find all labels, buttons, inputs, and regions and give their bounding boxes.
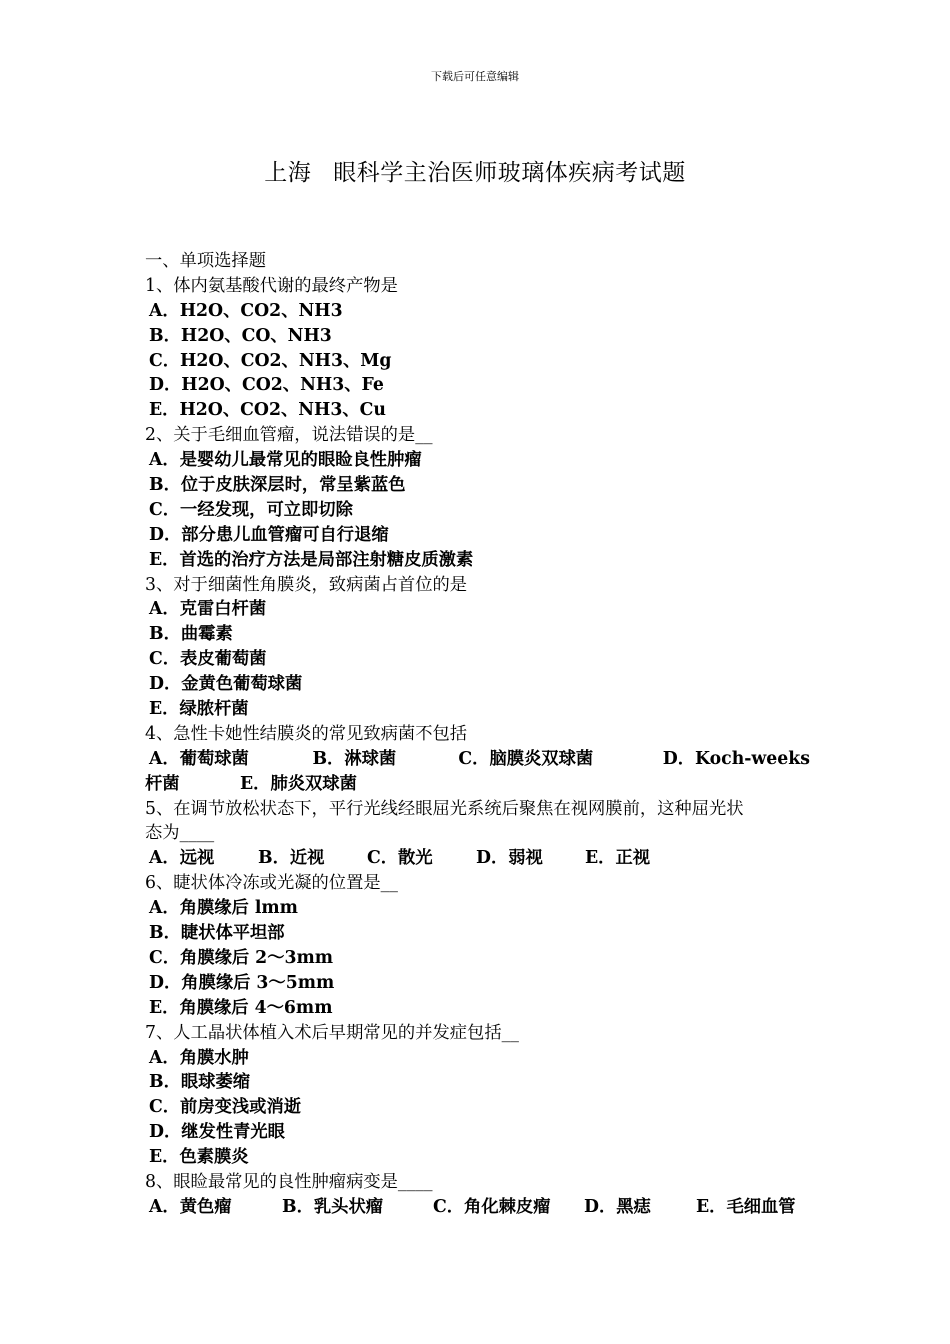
option-7a: A．角膜水肿 (149, 1047, 249, 1068)
option-7b: B．眼球萎缩 (149, 1072, 251, 1093)
document-title (0, 154, 950, 187)
option-4d-continued: 杆菌 (145, 773, 180, 794)
title-subject: 眼科学主治医师玻璃体疾病考试题 (333, 160, 686, 186)
option-5d: D．弱视 (476, 848, 543, 869)
option-3e: E．绿脓杆菌 (149, 699, 249, 720)
option-8b: B．乳头状瘤 (282, 1196, 384, 1217)
option-4e: E．肺炎双球菌 (240, 773, 357, 794)
question-4: 4、急性卡她性结膜炎的常见致病菌不包括 (145, 723, 468, 744)
option-4d: D．Koch-weeks (662, 748, 810, 769)
question-2: 2、关于毛细血管瘤，说法错误的是__ (145, 425, 433, 446)
question-6: 6、睫状体冷冻或光凝的位置是__ (145, 873, 398, 894)
options-row-4 (145, 747, 810, 772)
option-3c: C．表皮葡萄菌 (149, 649, 267, 670)
question-1: 1、体内氨基酸代谢的最终产物是 (145, 275, 398, 296)
option-6c: C．角膜缘后 2～3mm (149, 947, 334, 968)
option-2d: D．部分患儿血管瘤可自行退缩 (149, 524, 389, 545)
options-row-5 (145, 846, 810, 871)
section-heading: 一、单项选择题 (145, 251, 266, 271)
option-1e: E．H2O、CO2、NH3、Cu (149, 400, 387, 421)
option-5b: B．近视 (258, 848, 325, 869)
question-list (145, 249, 810, 1220)
options-row-4-continued (145, 772, 810, 797)
option-6e: E．角膜缘后 4～6mm (149, 997, 333, 1018)
option-6a: A．角膜缘后 lmm (149, 898, 298, 919)
title-city: 上海 (264, 160, 312, 186)
options-row-8 (145, 1195, 810, 1220)
option-5e: E．正视 (585, 848, 651, 869)
option-7c: C．前房变浅或消逝 (149, 1097, 302, 1118)
option-6b: B．睫状体平坦部 (149, 923, 285, 944)
question-8: 8、眼睑最常见的良性肿瘤病变是____ (145, 1171, 433, 1192)
option-3d: D．金黄色葡萄球菌 (149, 674, 303, 695)
option-8c: C．角化棘皮瘤 (433, 1196, 551, 1217)
option-2e: E．首选的治疗方法是局部注射糖皮质激素 (149, 549, 474, 570)
page-header: 下载后可任意编辑 (431, 70, 519, 83)
option-8a: A．黄色瘤 (149, 1196, 232, 1217)
option-5c: C．散光 (367, 848, 433, 869)
option-5a: A．远视 (149, 848, 215, 869)
option-3b: B．曲霉素 (149, 624, 233, 645)
option-1a: A．H2O、CO2、NH3 (149, 300, 343, 321)
option-7e: E．色素膜炎 (149, 1147, 249, 1168)
option-2b: B．位于皮肤深层时，常呈紫蓝色 (149, 475, 406, 496)
option-4b: B．淋球菌 (312, 748, 397, 769)
option-8d: D．黑痣 (584, 1196, 651, 1217)
question-3: 3、对于细菌性角膜炎，致病菌占首位的是 (145, 574, 468, 595)
option-2c: C．一经发现，可立即切除 (149, 499, 353, 520)
question-5: 5、在调节放松状态下，平行光线经眼屈光系统后聚焦在视网膜前，这种屈光状 (145, 798, 744, 819)
option-2a: A．是婴幼儿最常见的眼睑良性肿瘤 (149, 450, 422, 471)
question-7: 7、人工晶状体植入术后早期常见的并发症包括__ (145, 1022, 519, 1043)
question-5-continued: 态为____ (145, 823, 215, 844)
option-7d: D．继发性青光眼 (149, 1122, 285, 1143)
option-8e: E．毛细血管 (696, 1196, 796, 1217)
option-1d: D．H2O、CO2、NH3、Fe (149, 375, 384, 396)
option-4a: A．葡萄球菌 (149, 748, 249, 769)
option-4c: C．脑膜炎双球菌 (458, 748, 594, 769)
option-3a: A．克雷白杆菌 (149, 599, 267, 620)
option-1b: B．H2O、CO、NH3 (149, 325, 332, 346)
option-6d: D．角膜缘后 3～5mm (149, 972, 335, 993)
option-1c: C．H2O、CO2、NH3、Mg (149, 350, 392, 371)
